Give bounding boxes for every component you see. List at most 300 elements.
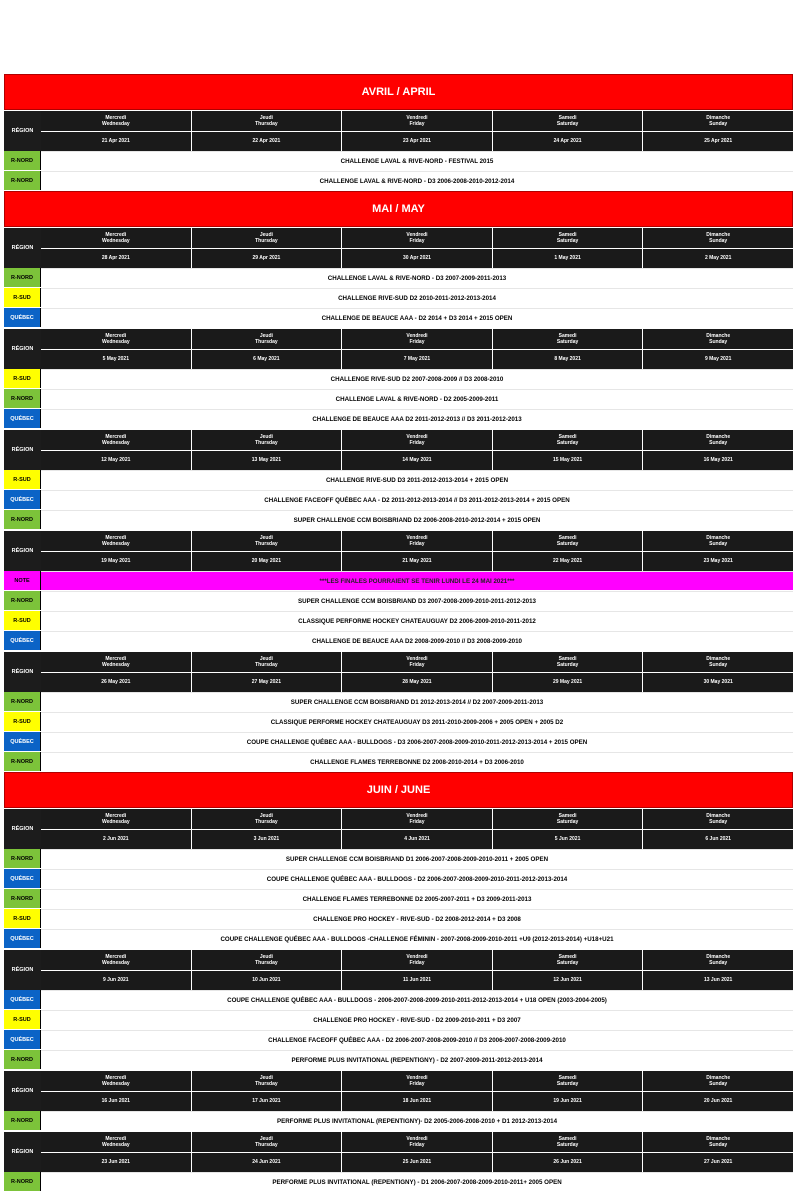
event-row bbox=[4, 732, 793, 752]
day-dates-row bbox=[41, 451, 793, 471]
day-name-cell bbox=[341, 950, 492, 970]
week-days bbox=[41, 1071, 793, 1111]
day-names-row bbox=[41, 111, 793, 132]
day-date-cell: 6 Jun 2021 bbox=[642, 830, 793, 850]
week-header bbox=[4, 430, 793, 470]
week-header bbox=[4, 809, 793, 849]
region-column-header: RÉGION bbox=[4, 329, 41, 369]
day-name-fr: Dimanche bbox=[706, 953, 731, 960]
region-badge: R-SUD bbox=[4, 712, 41, 731]
day-name-en: Sunday bbox=[709, 237, 728, 244]
day-name-cell bbox=[341, 1071, 492, 1091]
day-name-cell bbox=[492, 1071, 643, 1091]
day-name-en: Saturday bbox=[556, 338, 579, 345]
region-badge: R-NORD bbox=[4, 510, 41, 529]
day-name-cell bbox=[492, 111, 643, 131]
week-header bbox=[4, 950, 793, 990]
day-name-fr: Dimanche bbox=[706, 114, 731, 121]
day-name-fr: Mercredi bbox=[105, 332, 127, 339]
day-names-row bbox=[41, 809, 793, 830]
day-name-en: Sunday bbox=[709, 120, 728, 127]
day-date-cell: 21 Apr 2021 bbox=[41, 132, 191, 152]
day-name-en: Wednesday bbox=[101, 540, 130, 547]
region-badge: R-NORD bbox=[4, 268, 41, 287]
week-days bbox=[41, 228, 793, 268]
event-row bbox=[4, 268, 793, 288]
region-badge: R-SUD bbox=[4, 1010, 41, 1029]
day-name-en: Friday bbox=[409, 338, 425, 345]
day-name-cell bbox=[341, 809, 492, 829]
day-date-cell: 21 May 2021 bbox=[341, 552, 492, 572]
day-name-fr: Samedi bbox=[558, 332, 577, 339]
day-name-en: Thursday bbox=[255, 237, 278, 244]
day-name-cell bbox=[642, 950, 793, 970]
day-dates-row bbox=[41, 830, 793, 850]
day-date-cell: 12 May 2021 bbox=[41, 451, 191, 471]
day-name-fr: Samedi bbox=[558, 655, 577, 662]
day-name-cell bbox=[642, 329, 793, 349]
week-days bbox=[41, 652, 793, 692]
event-row bbox=[4, 1050, 793, 1070]
day-name-en: Sunday bbox=[709, 1080, 728, 1087]
region-badge: R-NORD bbox=[4, 692, 41, 711]
day-name-fr: Dimanche bbox=[706, 534, 731, 541]
day-date-cell: 29 Apr 2021 bbox=[191, 249, 342, 269]
region-badge: R-NORD bbox=[4, 1111, 41, 1130]
day-dates-row bbox=[41, 249, 793, 269]
day-date-cell: 24 Apr 2021 bbox=[492, 132, 643, 152]
event-row bbox=[4, 631, 793, 651]
event-title: PERFORME PLUS INVITATIONAL (REPENTIGNY) - D1 2006-2007-2008-2009-2010-2011+ 2005 OPEN bbox=[41, 1172, 793, 1191]
day-date-cell: 7 May 2021 bbox=[341, 350, 492, 370]
event-row bbox=[4, 409, 793, 429]
day-date-cell: 2 May 2021 bbox=[642, 249, 793, 269]
region-badge: QUÉBEC bbox=[4, 409, 41, 428]
day-date-cell: 29 May 2021 bbox=[492, 673, 643, 693]
day-date-cell: 20 May 2021 bbox=[191, 552, 342, 572]
day-name-en: Wednesday bbox=[101, 439, 130, 446]
day-name-fr: Mercredi bbox=[105, 534, 127, 541]
event-title: CHALLENGE LAVAL & RIVE-NORD - D3 2007-2009-2011-2013 bbox=[41, 268, 793, 287]
day-dates-row bbox=[41, 971, 793, 991]
day-name-fr: Samedi bbox=[558, 1074, 577, 1081]
day-date-cell: 24 Jun 2021 bbox=[191, 1153, 342, 1173]
day-name-cell bbox=[492, 430, 643, 450]
day-name-fr: Samedi bbox=[558, 812, 577, 819]
event-row bbox=[4, 909, 793, 929]
day-names-row bbox=[41, 531, 793, 552]
region-column-header: RÉGION bbox=[4, 111, 41, 151]
day-name-cell bbox=[191, 228, 342, 248]
day-name-en: Wednesday bbox=[101, 1080, 130, 1087]
event-title: PERFORME PLUS INVITATIONAL (REPENTIGNY) - D2 2007-2009-2011-2012-2013-2014 bbox=[41, 1050, 793, 1069]
day-name-cell bbox=[191, 950, 342, 970]
day-name-en: Friday bbox=[409, 1141, 425, 1148]
day-name-fr: Mercredi bbox=[105, 114, 127, 121]
day-name-fr: Jeudi bbox=[259, 231, 273, 238]
month-header: JUIN / JUNE bbox=[4, 772, 793, 808]
day-name-en: Wednesday bbox=[101, 661, 130, 668]
region-badge: R-SUD bbox=[4, 909, 41, 928]
day-date-cell: 22 May 2021 bbox=[492, 552, 643, 572]
day-name-cell bbox=[341, 531, 492, 551]
day-date-cell: 11 Jun 2021 bbox=[341, 971, 492, 991]
region-badge: QUÉBEC bbox=[4, 631, 41, 650]
event-row bbox=[4, 490, 793, 510]
day-name-cell bbox=[341, 111, 492, 131]
day-name-fr: Samedi bbox=[558, 231, 577, 238]
day-name-en: Saturday bbox=[556, 959, 579, 966]
event-title: SUPER CHALLENGE CCM BOISBRIAND D2 2006-2008-2010-2012-2014 + 2015 OPEN bbox=[41, 510, 793, 529]
day-date-cell: 18 Jun 2021 bbox=[341, 1092, 492, 1112]
week-header bbox=[4, 329, 793, 369]
day-name-en: Saturday bbox=[556, 818, 579, 825]
day-date-cell: 27 May 2021 bbox=[191, 673, 342, 693]
event-row bbox=[4, 1030, 793, 1050]
day-name-fr: Dimanche bbox=[706, 433, 731, 440]
day-name-en: Thursday bbox=[255, 1080, 278, 1087]
day-name-cell bbox=[191, 430, 342, 450]
event-title: CHALLENGE LAVAL & RIVE-NORD - D2 2005-2009-2011 bbox=[41, 389, 793, 408]
event-title: COUPE CHALLENGE QUÉBEC AAA - BULLDOGS -CHALLENGE FÉMININ - 2007-2008-2009-2010-2011 +U9 (2012-2013-2014) +U18+U21 bbox=[41, 929, 793, 948]
day-name-en: Friday bbox=[409, 540, 425, 547]
day-name-cell bbox=[191, 1132, 342, 1152]
day-date-cell: 5 May 2021 bbox=[41, 350, 191, 370]
event-row bbox=[4, 470, 793, 490]
month-header: MAI / MAY bbox=[4, 191, 793, 227]
region-badge: R-NORD bbox=[4, 151, 41, 170]
day-name-fr: Jeudi bbox=[259, 953, 273, 960]
region-column-header: RÉGION bbox=[4, 1132, 41, 1172]
day-name-cell bbox=[191, 111, 342, 131]
region-badge: QUÉBEC bbox=[4, 732, 41, 751]
region-badge: NOTE bbox=[4, 571, 41, 590]
day-name-fr: Jeudi bbox=[259, 1074, 273, 1081]
day-names-row bbox=[41, 228, 793, 249]
event-title: CLASSIQUE PERFORME HOCKEY CHATEAUGUAY D3 2011-2010-2009-2006 + 2005 OPEN + 2005 D2 bbox=[41, 712, 793, 731]
day-date-cell: 25 Apr 2021 bbox=[642, 132, 793, 152]
day-name-en: Sunday bbox=[709, 338, 728, 345]
day-name-fr: Samedi bbox=[558, 114, 577, 121]
day-name-cell bbox=[41, 950, 191, 970]
day-name-cell bbox=[642, 809, 793, 829]
region-column-header: RÉGION bbox=[4, 430, 41, 470]
note-text: ***LES FINALES POURRAIENT SE TENIR LUNDI LE 24 MAI 2021*** bbox=[41, 571, 793, 590]
event-row bbox=[4, 990, 793, 1010]
day-name-cell bbox=[41, 652, 191, 672]
day-name-cell bbox=[492, 809, 643, 829]
month-header: AVRIL / APRIL bbox=[4, 74, 793, 110]
day-name-cell bbox=[492, 652, 643, 672]
day-name-en: Wednesday bbox=[101, 1141, 130, 1148]
event-title: CHALLENGE LAVAL & RIVE-NORD - FESTIVAL 2015 bbox=[41, 151, 793, 170]
region-column-header: RÉGION bbox=[4, 950, 41, 990]
day-date-cell: 3 Jun 2021 bbox=[191, 830, 342, 850]
day-name-cell bbox=[41, 1071, 191, 1091]
day-name-en: Friday bbox=[409, 439, 425, 446]
event-title: CHALLENGE FLAMES TERREBONNE D2 2005-2007-2011 + D3 2009-2011-2013 bbox=[41, 889, 793, 908]
day-names-row bbox=[41, 1132, 793, 1153]
day-dates-row bbox=[41, 350, 793, 370]
day-date-cell: 5 Jun 2021 bbox=[492, 830, 643, 850]
day-name-en: Saturday bbox=[556, 439, 579, 446]
day-date-cell: 9 Jun 2021 bbox=[41, 971, 191, 991]
event-row bbox=[4, 889, 793, 909]
event-title: SUPER CHALLENGE CCM BOISBRIAND D1 2006-2007-2008-2009-2010-2011 + 2005 OPEN bbox=[41, 849, 793, 868]
region-column-header: RÉGION bbox=[4, 228, 41, 268]
day-name-cell bbox=[341, 652, 492, 672]
day-names-row bbox=[41, 430, 793, 451]
day-name-en: Thursday bbox=[255, 120, 278, 127]
day-name-cell bbox=[642, 228, 793, 248]
day-date-cell: 26 May 2021 bbox=[41, 673, 191, 693]
note-row bbox=[4, 571, 793, 591]
day-name-cell bbox=[341, 329, 492, 349]
day-date-cell: 22 Apr 2021 bbox=[191, 132, 342, 152]
day-name-en: Sunday bbox=[709, 1141, 728, 1148]
day-date-cell: 27 Jun 2021 bbox=[642, 1153, 793, 1173]
day-name-fr: Vendredi bbox=[406, 534, 428, 541]
day-date-cell: 28 May 2021 bbox=[341, 673, 492, 693]
day-name-cell bbox=[41, 111, 191, 131]
event-title: CHALLENGE PRO HOCKEY - RIVE-SUD - D2 2009-2010-2011 + D3 2007 bbox=[41, 1010, 793, 1029]
event-row bbox=[4, 151, 793, 171]
day-name-fr: Jeudi bbox=[259, 332, 273, 339]
day-date-cell: 10 Jun 2021 bbox=[191, 971, 342, 991]
day-name-fr: Vendredi bbox=[406, 655, 428, 662]
day-name-cell bbox=[642, 430, 793, 450]
event-title: SUPER CHALLENGE CCM BOISBRIAND D1 2012-2013-2014 // D2 2007-2009-2011-2013 bbox=[41, 692, 793, 711]
day-name-en: Sunday bbox=[709, 959, 728, 966]
week-days bbox=[41, 950, 793, 990]
day-name-en: Saturday bbox=[556, 540, 579, 547]
day-name-cell bbox=[642, 111, 793, 131]
region-badge: QUÉBEC bbox=[4, 308, 41, 327]
day-dates-row bbox=[41, 552, 793, 572]
day-name-fr: Dimanche bbox=[706, 231, 731, 238]
day-date-cell: 12 Jun 2021 bbox=[492, 971, 643, 991]
day-name-cell bbox=[492, 1132, 643, 1152]
day-name-cell bbox=[191, 531, 342, 551]
region-badge: R-NORD bbox=[4, 389, 41, 408]
event-row bbox=[4, 849, 793, 869]
region-badge: R-NORD bbox=[4, 889, 41, 908]
day-name-cell bbox=[642, 652, 793, 672]
day-name-en: Wednesday bbox=[101, 338, 130, 345]
region-column-header: RÉGION bbox=[4, 809, 41, 849]
day-name-en: Thursday bbox=[255, 959, 278, 966]
region-badge: R-NORD bbox=[4, 1050, 41, 1069]
day-date-cell: 19 Jun 2021 bbox=[492, 1092, 643, 1112]
day-name-en: Thursday bbox=[255, 818, 278, 825]
week-days bbox=[41, 111, 793, 151]
day-date-cell: 14 May 2021 bbox=[341, 451, 492, 471]
event-row bbox=[4, 308, 793, 328]
event-title: CHALLENGE LAVAL & RIVE-NORD - D3 2006-2008-2010-2012-2014 bbox=[41, 171, 793, 190]
day-name-fr: Dimanche bbox=[706, 1135, 731, 1142]
region-badge: R-SUD bbox=[4, 369, 41, 388]
day-dates-row bbox=[41, 673, 793, 693]
day-name-fr: Vendredi bbox=[406, 231, 428, 238]
event-title: CHALLENGE PRO HOCKEY - RIVE-SUD - D2 2008-2012-2014 + D3 2008 bbox=[41, 909, 793, 928]
day-name-en: Saturday bbox=[556, 1080, 579, 1087]
event-title: CHALLENGE FACEOFF QUÉBEC AAA - D2 2006-2007-2008-2009-2010 // D3 2006-2007-2008-2009-2010 bbox=[41, 1030, 793, 1049]
day-date-cell: 8 May 2021 bbox=[492, 350, 643, 370]
day-date-cell: 2 Jun 2021 bbox=[41, 830, 191, 850]
day-name-en: Saturday bbox=[556, 120, 579, 127]
day-name-fr: Dimanche bbox=[706, 332, 731, 339]
day-name-cell bbox=[191, 1071, 342, 1091]
day-name-fr: Vendredi bbox=[406, 953, 428, 960]
week-header bbox=[4, 1071, 793, 1111]
week-days bbox=[41, 430, 793, 470]
day-name-cell bbox=[41, 228, 191, 248]
event-row bbox=[4, 591, 793, 611]
event-row bbox=[4, 510, 793, 530]
day-names-row bbox=[41, 652, 793, 673]
region-badge: R-SUD bbox=[4, 288, 41, 307]
day-name-fr: Vendredi bbox=[406, 812, 428, 819]
day-name-fr: Samedi bbox=[558, 1135, 577, 1142]
day-date-cell: 9 May 2021 bbox=[642, 350, 793, 370]
day-name-cell bbox=[41, 809, 191, 829]
event-row bbox=[4, 369, 793, 389]
day-name-en: Sunday bbox=[709, 540, 728, 547]
day-date-cell: 19 May 2021 bbox=[41, 552, 191, 572]
day-name-fr: Vendredi bbox=[406, 114, 428, 121]
day-date-cell: 1 May 2021 bbox=[492, 249, 643, 269]
day-name-en: Friday bbox=[409, 120, 425, 127]
day-name-fr: Mercredi bbox=[105, 812, 127, 819]
day-name-en: Friday bbox=[409, 237, 425, 244]
event-title: CLASSIQUE PERFORME HOCKEY CHATEAUGUAY D2 2006-2009-2010-2011-2012 bbox=[41, 611, 793, 630]
day-name-cell bbox=[191, 652, 342, 672]
event-title: COUPE CHALLENGE QUÉBEC AAA - BULLDOGS - D2 2006-2007-2008-2009-2010-2011-2012-2013-2014 bbox=[41, 869, 793, 888]
region-column-header: RÉGION bbox=[4, 1071, 41, 1111]
day-dates-row bbox=[41, 1153, 793, 1173]
day-name-fr: Vendredi bbox=[406, 1135, 428, 1142]
event-row bbox=[4, 611, 793, 631]
day-name-en: Sunday bbox=[709, 661, 728, 668]
day-dates-row bbox=[41, 132, 793, 152]
region-badge: R-NORD bbox=[4, 171, 41, 190]
event-title: COUPE CHALLENGE QUÉBEC AAA - BULLDOGS - 2006-2007-2008-2009-2010-2011-2012-2013-2014 + U18 OPEN (2003-2004-2005) bbox=[41, 990, 793, 1009]
day-name-cell bbox=[642, 1132, 793, 1152]
event-row bbox=[4, 712, 793, 732]
day-name-fr: Mercredi bbox=[105, 231, 127, 238]
day-name-cell bbox=[191, 329, 342, 349]
schedule-sheet bbox=[4, 74, 793, 1192]
event-row bbox=[4, 869, 793, 889]
week-days bbox=[41, 329, 793, 369]
day-name-fr: Dimanche bbox=[706, 812, 731, 819]
region-badge: R-SUD bbox=[4, 611, 41, 630]
event-title: CHALLENGE RIVE-SUD D3 2011-2012-2013-2014 + 2015 OPEN bbox=[41, 470, 793, 489]
day-names-row bbox=[41, 950, 793, 971]
day-name-cell bbox=[41, 430, 191, 450]
day-name-en: Saturday bbox=[556, 661, 579, 668]
event-row bbox=[4, 692, 793, 712]
day-name-cell bbox=[642, 1071, 793, 1091]
day-name-fr: Jeudi bbox=[259, 655, 273, 662]
event-row bbox=[4, 929, 793, 949]
event-title: CHALLENGE RIVE-SUD D2 2010-2011-2012-2013-2014 bbox=[41, 288, 793, 307]
day-date-cell: 25 Jun 2021 bbox=[341, 1153, 492, 1173]
day-name-cell bbox=[41, 1132, 191, 1152]
day-name-cell bbox=[492, 950, 643, 970]
day-name-fr: Vendredi bbox=[406, 332, 428, 339]
region-badge: R-NORD bbox=[4, 752, 41, 771]
week-header bbox=[4, 531, 793, 571]
day-name-fr: Samedi bbox=[558, 433, 577, 440]
event-title: CHALLENGE FLAMES TERREBONNE D2 2008-2010-2014 + D3 2006-2010 bbox=[41, 752, 793, 771]
region-badge: QUÉBEC bbox=[4, 490, 41, 509]
day-name-fr: Mercredi bbox=[105, 655, 127, 662]
event-title: CHALLENGE FACEOFF QUÉBEC AAA - D2 2011-2012-2013-2014 // D3 2011-2012-2013-2014 + 2015 OPEN bbox=[41, 490, 793, 509]
day-name-en: Saturday bbox=[556, 237, 579, 244]
event-title: COUPE CHALLENGE QUÉBEC AAA - BULLDOGS - D3 2006-2007-2008-2009-2010-2011-2012-2013-2014 + 2015 OPEN bbox=[41, 732, 793, 751]
day-name-en: Wednesday bbox=[101, 818, 130, 825]
day-date-cell: 30 May 2021 bbox=[642, 673, 793, 693]
day-date-cell: 13 Jun 2021 bbox=[642, 971, 793, 991]
day-name-fr: Vendredi bbox=[406, 433, 428, 440]
day-name-cell bbox=[492, 228, 643, 248]
day-name-cell bbox=[41, 531, 191, 551]
week-days bbox=[41, 531, 793, 571]
event-row bbox=[4, 171, 793, 191]
day-date-cell: 23 Jun 2021 bbox=[41, 1153, 191, 1173]
event-row bbox=[4, 389, 793, 409]
week-header bbox=[4, 228, 793, 268]
day-name-en: Sunday bbox=[709, 818, 728, 825]
day-name-fr: Samedi bbox=[558, 953, 577, 960]
event-row bbox=[4, 1111, 793, 1131]
day-name-en: Thursday bbox=[255, 338, 278, 345]
week-header bbox=[4, 111, 793, 151]
day-name-cell bbox=[492, 531, 643, 551]
day-name-cell bbox=[41, 329, 191, 349]
week-days bbox=[41, 809, 793, 849]
day-date-cell: 28 Apr 2021 bbox=[41, 249, 191, 269]
day-name-cell bbox=[341, 228, 492, 248]
day-date-cell: 20 Jun 2021 bbox=[642, 1092, 793, 1112]
week-header bbox=[4, 652, 793, 692]
day-name-fr: Mercredi bbox=[105, 1135, 127, 1142]
day-name-fr: Dimanche bbox=[706, 1074, 731, 1081]
day-name-en: Wednesday bbox=[101, 120, 130, 127]
week-days bbox=[41, 1132, 793, 1172]
week-header bbox=[4, 1132, 793, 1172]
region-column-header: RÉGION bbox=[4, 652, 41, 692]
region-badge: R-NORD bbox=[4, 1172, 41, 1191]
day-name-cell bbox=[341, 430, 492, 450]
day-date-cell: 30 Apr 2021 bbox=[341, 249, 492, 269]
day-date-cell: 4 Jun 2021 bbox=[341, 830, 492, 850]
day-name-cell bbox=[642, 531, 793, 551]
day-name-en: Friday bbox=[409, 818, 425, 825]
region-badge: QUÉBEC bbox=[4, 929, 41, 948]
region-badge: QUÉBEC bbox=[4, 869, 41, 888]
day-date-cell: 15 May 2021 bbox=[492, 451, 643, 471]
day-name-cell bbox=[341, 1132, 492, 1152]
day-name-fr: Jeudi bbox=[259, 812, 273, 819]
region-column-header: RÉGION bbox=[4, 531, 41, 571]
event-title: CHALLENGE RIVE-SUD D2 2007-2008-2009 // D3 2008-2010 bbox=[41, 369, 793, 388]
day-name-cell bbox=[191, 809, 342, 829]
region-badge: QUÉBEC bbox=[4, 990, 41, 1009]
day-name-en: Thursday bbox=[255, 1141, 278, 1148]
day-name-en: Friday bbox=[409, 1080, 425, 1087]
